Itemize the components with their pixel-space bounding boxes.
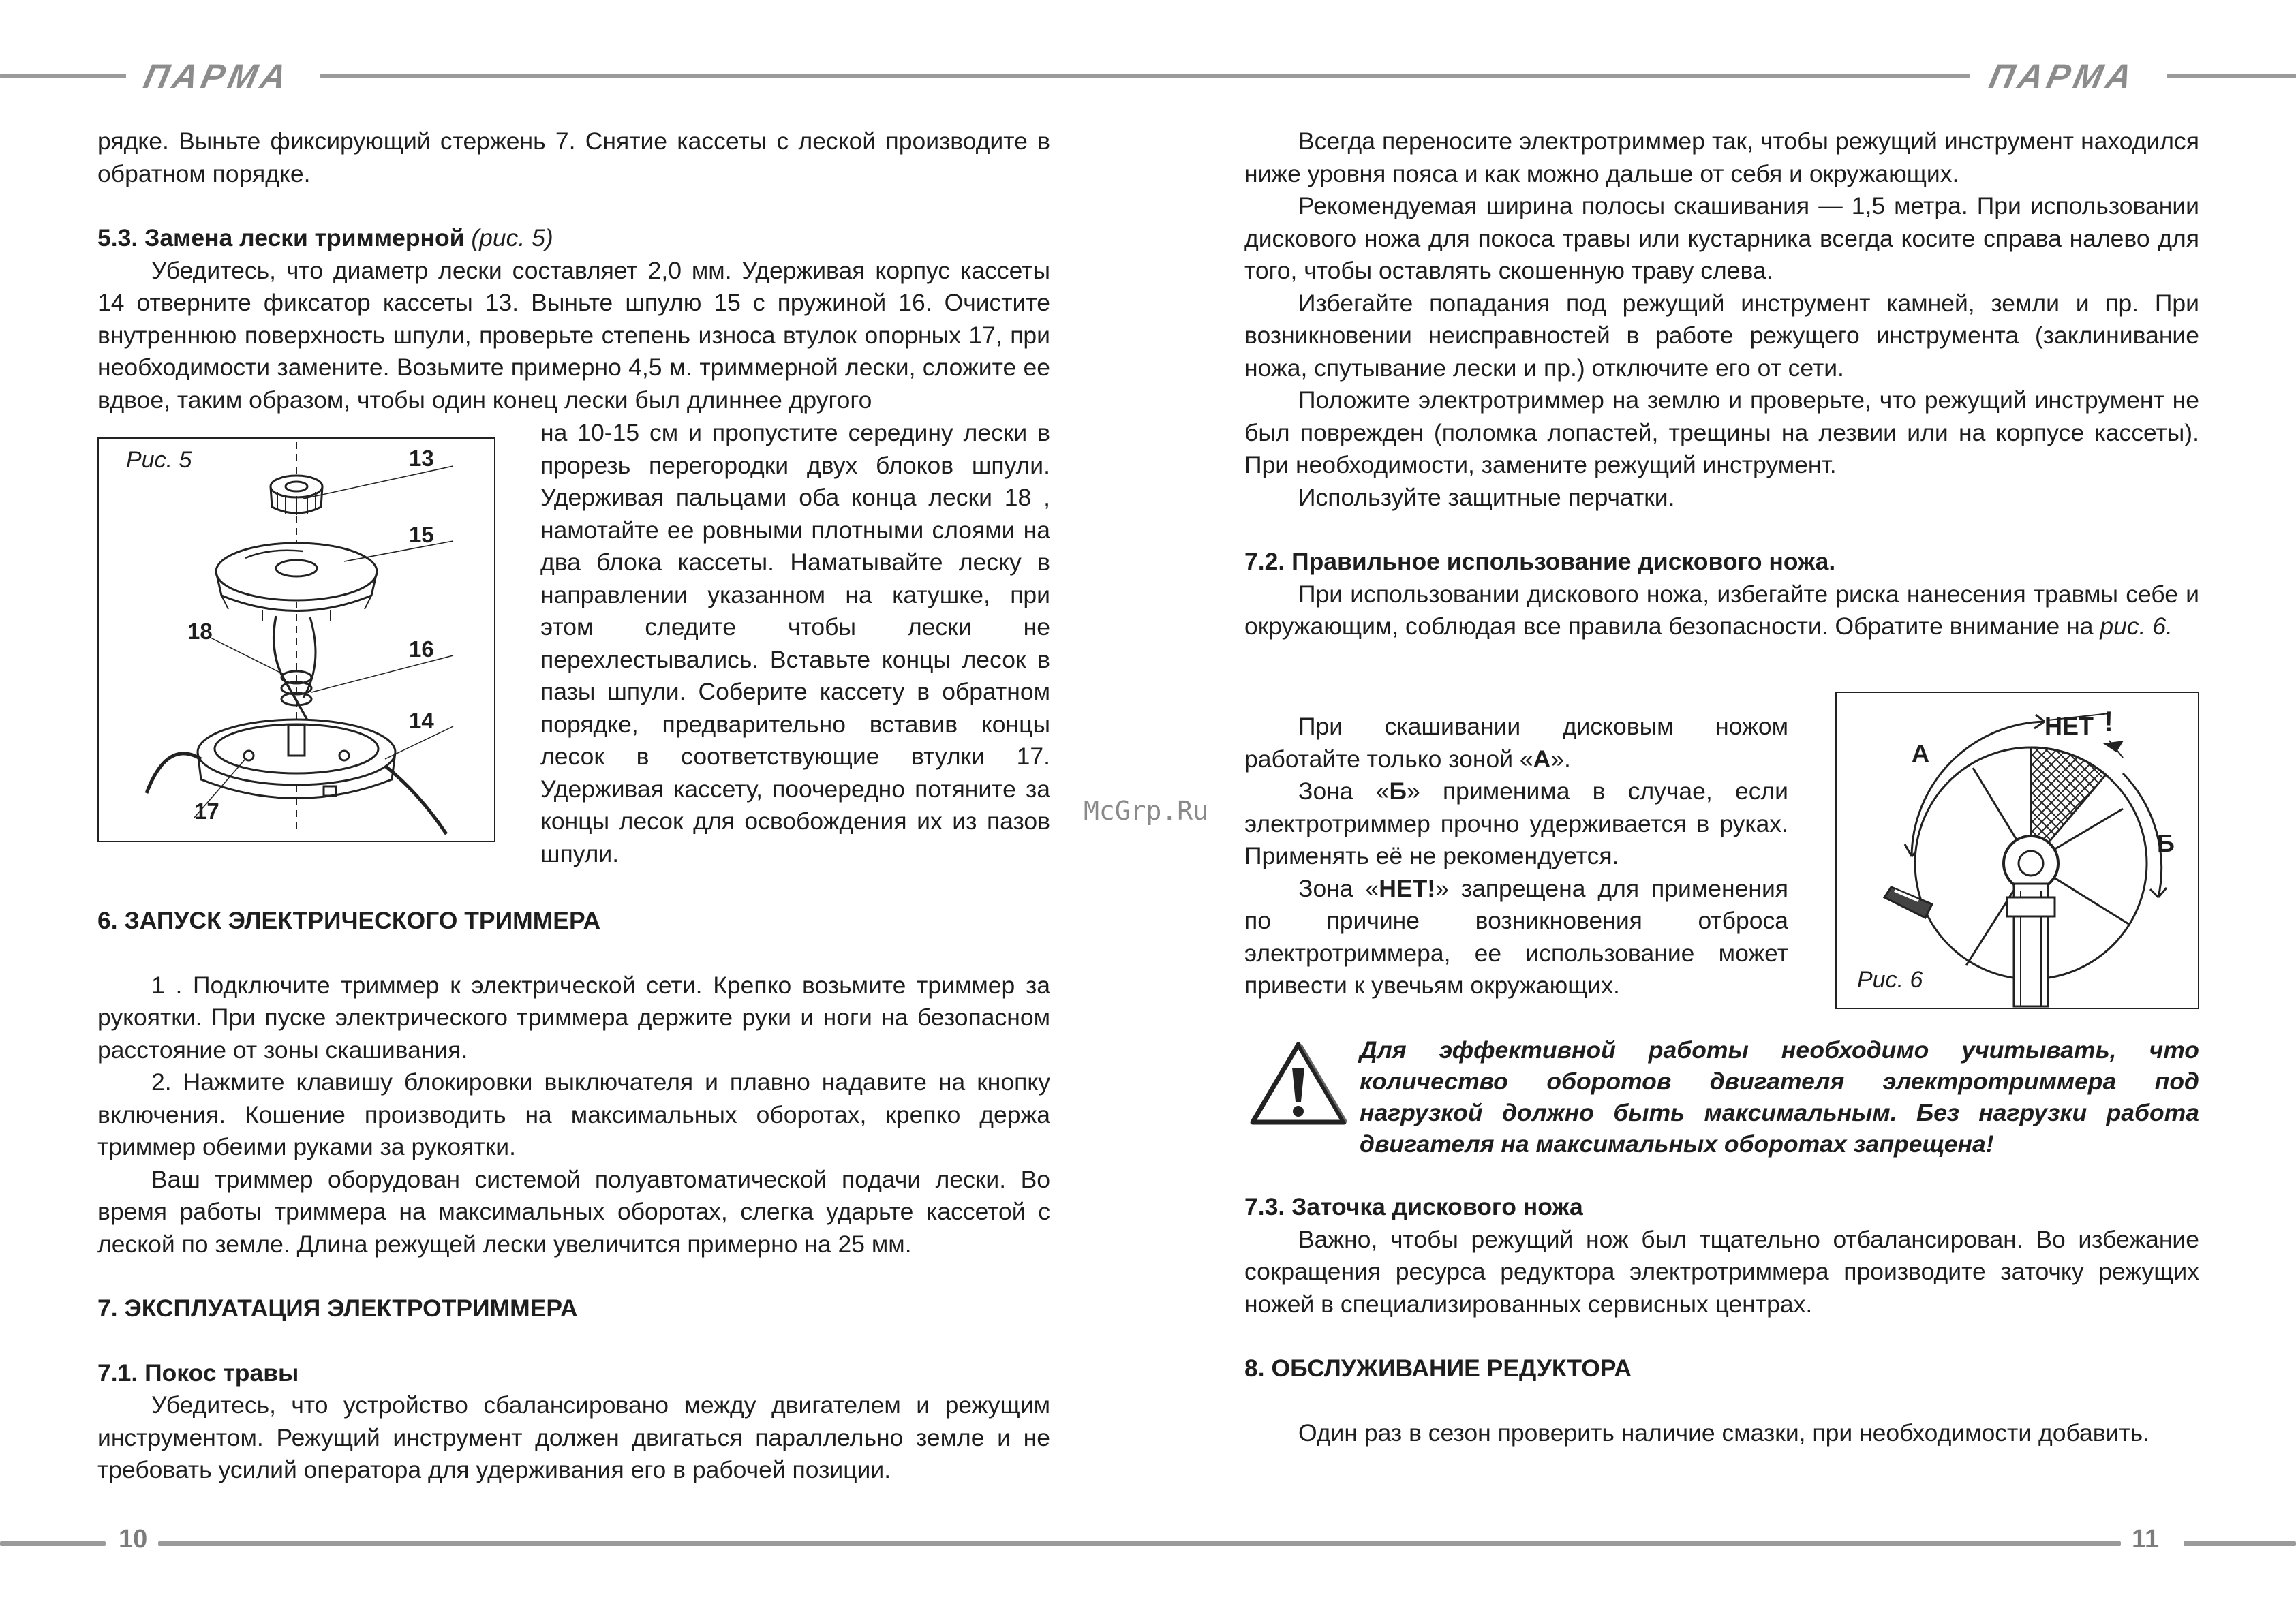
figure-6-caption: Рис. 6 [1857,967,1923,993]
section-6-paragraph-2: 2. Нажмите клавишу блокировки выключателя и плавно надавите на кнопку включения. Кошение производить на максимальных оборотах, крепко держа триммер обеими руками за рукоятки. [97,1068,1050,1160]
section-6-paragraph-3: Ваш триммер оборудован системой полуавтоматической подачи лески. Во время работы триммера на максимальных оборотах, слегка ударьте кассетой с леской по земле. Длина режущей лески увеличится примерно на 25 мм. [97,1165,1050,1258]
figure-6-label-b: Б [2157,829,2175,857]
right-paragraph-3: Избегайте попадания под режущий инструмент камней, земли и пр. При возникновении неисправностей в работе режущего инструмента (заклинивание ножа, спутывание лески и пр.) отключите его от сети. [1244,289,2199,382]
figure-6-label-a: А [1912,739,1929,767]
footer-rule-right [2184,1541,2296,1546]
section-5-3-heading [97,222,1050,255]
callout-14: 14 [409,708,434,733]
warning-icon [1247,1039,1349,1128]
trimmer-spool-illustration [99,439,494,841]
section-5-3-paragraph-1: Убедитесь, что диаметр лески составляет 2,0 мм. Удерживая корпус кассеты 14 отверните фиксатор кассеты 13. Выньте шпулю 15 с пружиной 16. Очистите внутреннюю поверхность шпули, проверьте степень износа втулок опорных 17, при необходимости замените. Возьмите примерно 4,5 м. триммерной лески, сложите ее вдвое, таким образом, чтобы один конец лески был длиннее другого [97,256,1050,414]
header-rule-left-1 [0,74,126,78]
page-number-left: 10 [119,1525,148,1554]
section-6-paragraph-1: 1 . Подключите триммер к электрической сети. Крепко возьмите триммер за рукоятки. При пуске электрического триммера держите руки и ноги на безопасном расстояние от зоны скашивания. [97,971,1050,1064]
figure-6 [1835,692,2199,1009]
right-col-top [1244,125,2199,643]
callout-17: 17 [194,799,219,824]
left-paragraph-1: рядке. Выньте фиксирующий стержень 7. Снятие кассеты с леской производите в обратном порядке. [97,127,1050,187]
section-7-2-text: При использовании дискового ножа, избегайте риска нанесения травмы себе и окружающим, соблюдая все правила безопасности. Обратите внимание на [1244,580,2199,640]
watermark: McGrp.Ru [1084,796,1209,826]
section-7-1-heading: 7.1. Покос травы [97,1359,299,1387]
right-paragraph-4: Положите электротриммер на землю и проверьте, что режущий инструмент не был поврежден (поломка лопастей, трещины на лезвии или на корпусе кассеты). При необходимости, замените режущий инструмент. [1244,386,2199,478]
zone-no-paragraph: Зона «НЕТ!» запрещена для применения по причине возникновения отброса электротриммера, ее использование может привести к увечьям окружающих. [1244,874,1789,999]
page-number-right: 11 [2132,1525,2160,1554]
figure-6-label-excl: ! [2104,705,2113,737]
figure-6-label-no: НЕТ [2045,712,2094,740]
zone-b-paragraph: Зона «Б» применима в случае, если электротриммер прочно удерживается в руках. Применять её не рекомендуется. [1244,777,1789,869]
section-8-heading: 8. ОБСЛУЖИВАНИЕ РЕДУКТОРА [1244,1355,1632,1382]
figure-5 [97,437,495,842]
section-7-2-paragraph-1 [1244,578,2199,643]
section-5-3-title: 5.3. Замена лески триммерной [97,224,465,251]
section-5-3-paragraph-2: на 10-15 см и пропустите середину лески в прорезь перегородки двух блоков шпули. Удерживая пальцами оба конца лески 18 , намотайте ее ровными плотными слоями на два блока кассеты. Наматывайте леску в направлении указанном на катушке, при этом следите чтобы лески не перехлестывались. Вставьте концы лесок в пазы шпули. Соберите кассету в обратном порядке, предварительно вставив концы лесок в соответствующие втулки 17. Удерживая кассету, поочередно потяните за концы лесок для освобождения их из пазов шпули. [540,419,1050,867]
right-paragraph-1: Всегда переносите электротриммер так, чтобы режущий инструмент находился ниже уровня пояса и как можно дальше от себя и окружающих. [1244,127,2199,187]
left-col-top [97,125,1050,416]
zone-no-key: НЕТ! [1379,874,1436,902]
right-col-zones [1244,711,1788,1002]
callout-18: 18 [187,619,213,644]
zone-a-key: А [1533,745,1551,773]
section-7-heading: 7. ЭКСПЛУАТАЦИЯ ЭЛЕКТРОТРИММЕРА [97,1295,578,1322]
brand-logo-left: ПАРМА [140,57,294,95]
left-col-bottom [97,905,1050,1487]
section-7-2-fig-ref: рис. 6. [2100,613,2173,640]
section-8-paragraph-1: Один раз в сезон проверить наличие смазки, при необходимости добавить. [1298,1419,2150,1447]
footer-rule-left-1 [0,1541,106,1546]
figure-5-caption: Рис. 5 [126,447,192,473]
right-col-bottom [1244,1191,2199,1449]
zone-b-key: Б [1389,777,1407,805]
section-5-3-fig-ref: (рис. 5) [471,224,553,251]
footer-rule-mid [158,1541,2121,1546]
header-rule-right [2167,74,2296,78]
section-6-heading: 6. ЗАПУСК ЭЛЕКТРИЧЕСКОГО ТРИММЕРА [97,907,601,934]
section-7-3-paragraph-1: Важно, чтобы режущий нож был тщательно отбалансирован. Во избежание сокращения ресурса редуктора электротриммера производите заточку режущих ножей в специализированных сервисных центрах. [1244,1225,2199,1318]
callout-13: 13 [409,446,434,471]
brand-logo-right: ПАРМА [1986,57,2140,95]
callout-15: 15 [409,522,434,547]
section-7-3-heading: 7.3. Заточка дискового ножа [1244,1193,1583,1220]
section-7-2-heading: 7.2. Правильное использование дискового ножа. [1244,548,1836,575]
right-paragraph-2: Рекомендуемая ширина полосы скашивания — 1,5 метра. При использовании дискового ножа для покоса травы или кустарника всегда косите справа налево для того, чтобы оставлять скошенную траву слева. [1244,192,2199,284]
left-col-wrap [540,417,1050,870]
section-7-1-paragraph-1: Убедитесь, что устройство сбалансировано между двигателем и режущим инструментом. Режущий инструмент должен двигаться параллельно земле и не требовать усилий оператора для удерживания его в рабочей позиции. [97,1391,1050,1483]
disc-blade-zones-illustration [1837,693,2198,1008]
zone-a-paragraph: При скашивании дисковым ножом работайте только зоной «А». [1244,713,1788,773]
warning-text: Для эффективной работы необходимо учитывать, что количество оборотов двигателя электротриммера под нагрузкой должно быть максимальным. Без нагрузки работа двигателя на максимальных оборотах запрещена! [1360,1036,2199,1158]
right-paragraph-5: Используйте защитные перчатки. [1298,483,1675,511]
callout-16: 16 [409,636,434,662]
header-rule-left-2 [320,74,1970,78]
